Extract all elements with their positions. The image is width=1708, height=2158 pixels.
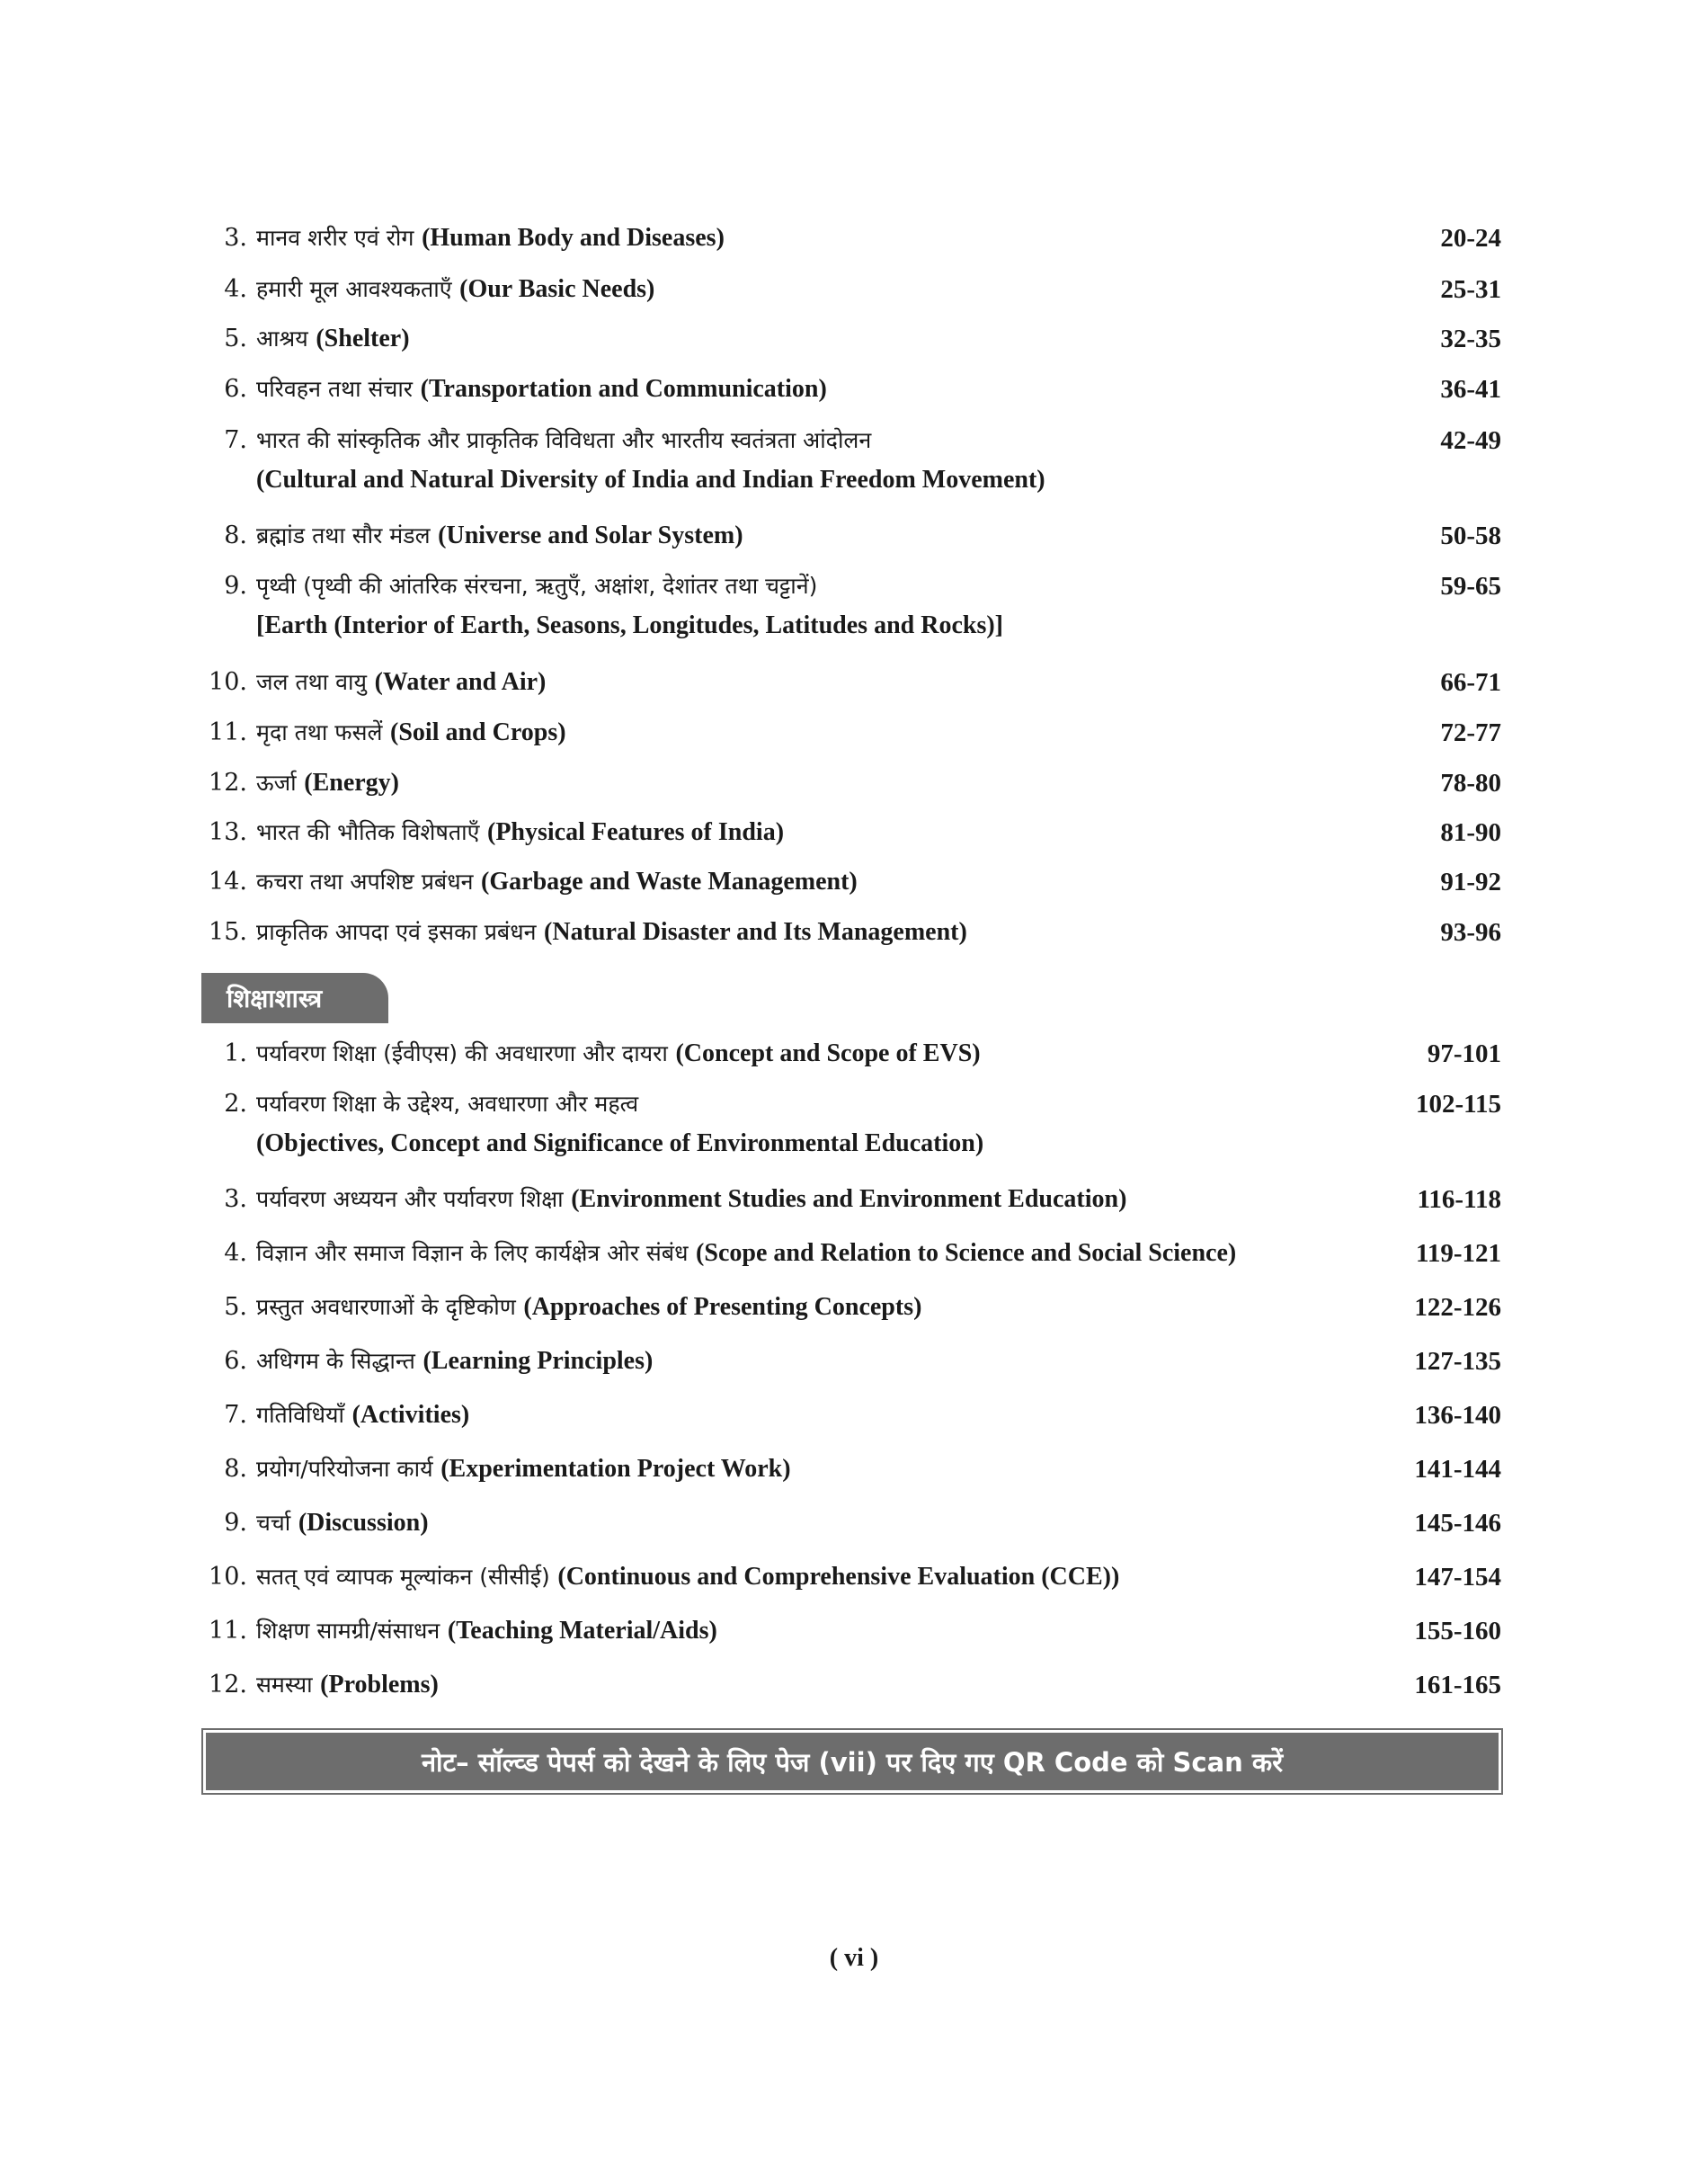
toc-entry-number: 1. xyxy=(224,1039,247,1067)
toc-entry-pages: 136-140 xyxy=(1414,1401,1501,1430)
toc-entry-pages: 93-96 xyxy=(1440,918,1501,947)
toc-entry-pages: 116-118 xyxy=(1417,1185,1501,1214)
toc-entry-number: 15. xyxy=(209,918,247,946)
toc-entry-number: 11. xyxy=(209,1617,247,1645)
toc-entry-title-hindi: मानव शरीर एवं रोग xyxy=(256,225,414,251)
toc-entry-title xyxy=(256,1400,1362,1431)
note-text: नोट– सॉल्व्ड पेपर्स को देखने के लिए पेज (vii) पर दिए गए QR Code को Scan करें xyxy=(421,1746,1284,1778)
toc-entry-pages: 102-115 xyxy=(1415,1090,1501,1119)
toc-entry-title-hindi: आश्रय xyxy=(256,325,308,352)
toc-entry-title-english: (Energy) xyxy=(304,769,400,797)
toc-entry-title xyxy=(256,274,1362,305)
toc-entry-title xyxy=(256,1184,1362,1215)
page-number: ( vi ) xyxy=(829,1944,879,1972)
toc-entry-pages: 42-49 xyxy=(1440,426,1501,455)
toc-entry-pages: 147-154 xyxy=(1414,1563,1501,1592)
toc-entry-pages: 81-90 xyxy=(1440,818,1501,847)
toc-entry-number: 5. xyxy=(224,325,247,352)
toc-entry-title-english: (Learning Principles) xyxy=(423,1347,654,1375)
toc-entry-number: 12. xyxy=(209,1671,247,1699)
toc-entry-title-english: (Discussion) xyxy=(298,1509,429,1537)
toc-entry-title xyxy=(256,1562,1362,1592)
toc-entry-title-hindi: प्राकृतिक आपदा एवं इसका प्रबंधन xyxy=(256,919,537,945)
toc-entry-title-hindi: प्रयोग/परियोजना कार्य xyxy=(256,1456,433,1482)
toc-entry-title xyxy=(256,1616,1362,1646)
toc-entry-pages: 119-121 xyxy=(1415,1239,1501,1268)
note-banner xyxy=(201,1728,1503,1795)
toc-entry-number: 8. xyxy=(224,1455,247,1483)
toc-entry-title-hindi: समस्या xyxy=(256,1672,313,1698)
toc-entry-title-hindi: पर्यावरण शिक्षा (ईवीएस) की अवधारणा और दायरा xyxy=(256,1040,668,1066)
toc-entry-title-english: (Human Body and Diseases) xyxy=(422,224,725,252)
toc-entry-number: 3. xyxy=(224,1185,247,1213)
toc-entry-title xyxy=(256,571,1362,602)
toc-entry-title-hindi: मृदा तथा फसलें xyxy=(256,719,383,745)
toc-entry-title-hindi: जल तथा वायु xyxy=(256,669,367,695)
toc-entry-title-english: (Scope and Relation to Science and Social Science) xyxy=(696,1239,1237,1267)
toc-entry-title xyxy=(256,374,1362,405)
toc-entry-title-hindi: विज्ञान और समाज विज्ञान के लिए कार्यक्षेत्र ओर संबंध xyxy=(256,1240,689,1266)
toc-entry-title-hindi: पर्यावरण शिक्षा के उद्देश्य, अवधारणा और महत्व xyxy=(256,1091,639,1117)
toc-entry-number: 6. xyxy=(224,1347,247,1375)
toc-entry-title xyxy=(256,667,1362,698)
section-heading-pedagogy xyxy=(201,973,388,1023)
toc-entry-title-english: (Shelter) xyxy=(316,325,410,352)
toc-entry-title-hindi: चर्चा xyxy=(256,1510,291,1536)
toc-entry-number: 3. xyxy=(224,224,247,252)
toc-entry-title-hindi: परिवहन तथा संचार xyxy=(256,376,414,402)
toc-entry-title-english: (Soil and Crops) xyxy=(390,718,566,746)
toc-entry-title-hindi: पर्यावरण अध्ययन और पर्यावरण शिक्षा xyxy=(256,1186,564,1212)
toc-entry-number: 10. xyxy=(209,668,247,696)
toc-entry-pages: 127-135 xyxy=(1414,1347,1501,1376)
toc-entry-title xyxy=(256,1670,1362,1700)
toc-entry-title-english: (Continuous and Comprehensive Evaluation (CCE)) xyxy=(557,1563,1120,1591)
toc-entry-pages: 161-165 xyxy=(1414,1671,1501,1699)
toc-entry-number: 9. xyxy=(224,1509,247,1537)
toc-entry-pages: 91-92 xyxy=(1440,868,1501,896)
toc-entry-pages: 20-24 xyxy=(1440,224,1501,253)
toc-entry-title-english: (Water and Air) xyxy=(374,668,547,696)
toc-entry-pages: 122-126 xyxy=(1414,1293,1501,1322)
toc-entry-title xyxy=(256,425,1362,456)
toc-entry-title xyxy=(256,1454,1362,1485)
toc-entry-title-hindi: सतत् एवं व्यापक मूल्यांकन (सीसीई) xyxy=(256,1564,550,1590)
toc-entry-title xyxy=(256,324,1362,354)
toc-entry-title-hindi: ब्रह्मांड तथा सौर मंडल xyxy=(256,522,431,548)
toc-entry-title-hindi: पृथ्वी (पृथ्वी की आंतरिक संरचना, ऋतुएँ, अक्षांश, देशांतर तथा चट्टानें) xyxy=(256,573,818,599)
toc-entry-title-english: (Our Basic Needs) xyxy=(459,275,655,303)
toc-entry-subtitle-english: [Earth (Interior of Earth, Seasons, Longitudes, Latitudes and Rocks)] xyxy=(256,611,1003,639)
toc-entry-title-hindi: प्रस्तुत अवधारणाओं के दृष्टिकोण xyxy=(256,1294,516,1320)
toc-entry-title xyxy=(256,1238,1362,1269)
toc-entry-title-english: (Universe and Solar System) xyxy=(438,522,743,549)
toc-entry-title xyxy=(256,867,1362,897)
toc-entry-title-hindi: भारत की भौतिक विशेषताएँ xyxy=(256,819,480,845)
toc-entry-pages: 25-31 xyxy=(1440,275,1501,304)
toc-entry-pages: 50-58 xyxy=(1440,522,1501,550)
toc-entry-title-hindi: अधिगम के सिद्धान्त xyxy=(256,1348,415,1374)
toc-entry-pages: 66-71 xyxy=(1440,668,1501,697)
toc-entry-number: 5. xyxy=(224,1293,247,1321)
toc-entry-pages: 97-101 xyxy=(1427,1039,1501,1068)
toc-entry-subtitle-english: (Objectives, Concept and Significance of Environmental Education) xyxy=(256,1129,984,1157)
toc-entry-title-hindi: ऊर्जा xyxy=(256,770,297,796)
toc-entry-number: 12. xyxy=(209,769,247,797)
toc-entry-number: 8. xyxy=(224,522,247,549)
toc-entry-number: 7. xyxy=(224,426,247,454)
toc-entry-title xyxy=(256,1508,1362,1538)
toc-entry-number: 11. xyxy=(209,718,247,746)
toc-entry-pages: 36-41 xyxy=(1440,375,1501,404)
toc-entry-title-hindi: गतिविधियाँ xyxy=(256,1402,345,1428)
toc-entry-title-hindi: हमारी मूल आवश्यकताएँ xyxy=(256,276,452,302)
toc-entry-number: 9. xyxy=(224,572,247,600)
toc-entry-pages: 145-146 xyxy=(1414,1509,1501,1538)
toc-entry-number: 10. xyxy=(209,1563,247,1591)
toc-entry-title xyxy=(256,521,1362,551)
toc-entry-title-english: (Concept and Scope of EVS) xyxy=(675,1039,981,1067)
toc-entry-title xyxy=(256,1346,1362,1377)
toc-entry-number: 13. xyxy=(209,818,247,846)
toc-entry-number: 14. xyxy=(209,868,247,896)
toc-entry-number: 2. xyxy=(224,1090,247,1118)
toc-entry-title xyxy=(256,1292,1362,1323)
toc-entry-title xyxy=(256,718,1362,748)
toc-entry-title xyxy=(256,1039,1362,1069)
toc-entry-pages: 141-144 xyxy=(1414,1455,1501,1484)
toc-entry-number: 4. xyxy=(224,1239,247,1267)
toc-entry-number: 6. xyxy=(224,375,247,403)
toc-entry-title-english: (Physical Features of India) xyxy=(487,818,785,846)
toc-entry-pages: 59-65 xyxy=(1440,572,1501,601)
note-banner-inner xyxy=(206,1733,1499,1790)
toc-entry-title-english: (Environment Studies and Environment Education) xyxy=(571,1185,1127,1213)
toc-entry-pages: 78-80 xyxy=(1440,769,1501,798)
toc-entry-title-english: (Problems) xyxy=(320,1671,439,1699)
toc-entry-title-english: (Garbage and Waste Management) xyxy=(481,868,858,896)
toc-entry-number: 4. xyxy=(224,275,247,303)
toc-entry-subtitle-english: (Cultural and Natural Diversity of India and Indian Freedom Movement) xyxy=(256,466,1045,494)
toc-entry-title-english: (Experimentation Project Work) xyxy=(440,1455,791,1483)
toc-entry-title xyxy=(256,768,1362,798)
toc-entry-pages: 32-35 xyxy=(1440,325,1501,353)
toc-entry-title xyxy=(256,223,1362,254)
toc-entry-title xyxy=(256,1089,1362,1119)
toc-entry-title-english: (Activities) xyxy=(351,1401,470,1429)
toc-entry-title-hindi: शिक्षण सामग्री/संसाधन xyxy=(256,1618,440,1644)
toc-entry-number: 7. xyxy=(224,1401,247,1429)
toc-entry-title-english: (Approaches of Presenting Concepts) xyxy=(523,1293,922,1321)
toc-entry-title-english: (Teaching Material/Aids) xyxy=(447,1617,717,1645)
toc-entry-pages: 155-160 xyxy=(1414,1617,1501,1645)
toc-entry-title-hindi: भारत की सांस्कृतिक और प्राकृतिक विविधता और भारतीय स्वतंत्रता आंदोलन xyxy=(256,427,872,453)
toc-entry-title xyxy=(256,917,1362,948)
toc-entry-pages: 72-77 xyxy=(1440,718,1501,747)
toc-entry-title xyxy=(256,817,1362,848)
toc-entry-title-english: (Transportation and Communication) xyxy=(420,375,827,403)
toc-entry-title-english: (Natural Disaster and Its Management) xyxy=(544,918,967,946)
section-heading-label: शिक्षाशास्त्र xyxy=(227,984,323,1013)
toc-entry-title-hindi: कचरा तथा अपशिष्ट प्रबंधन xyxy=(256,869,474,895)
